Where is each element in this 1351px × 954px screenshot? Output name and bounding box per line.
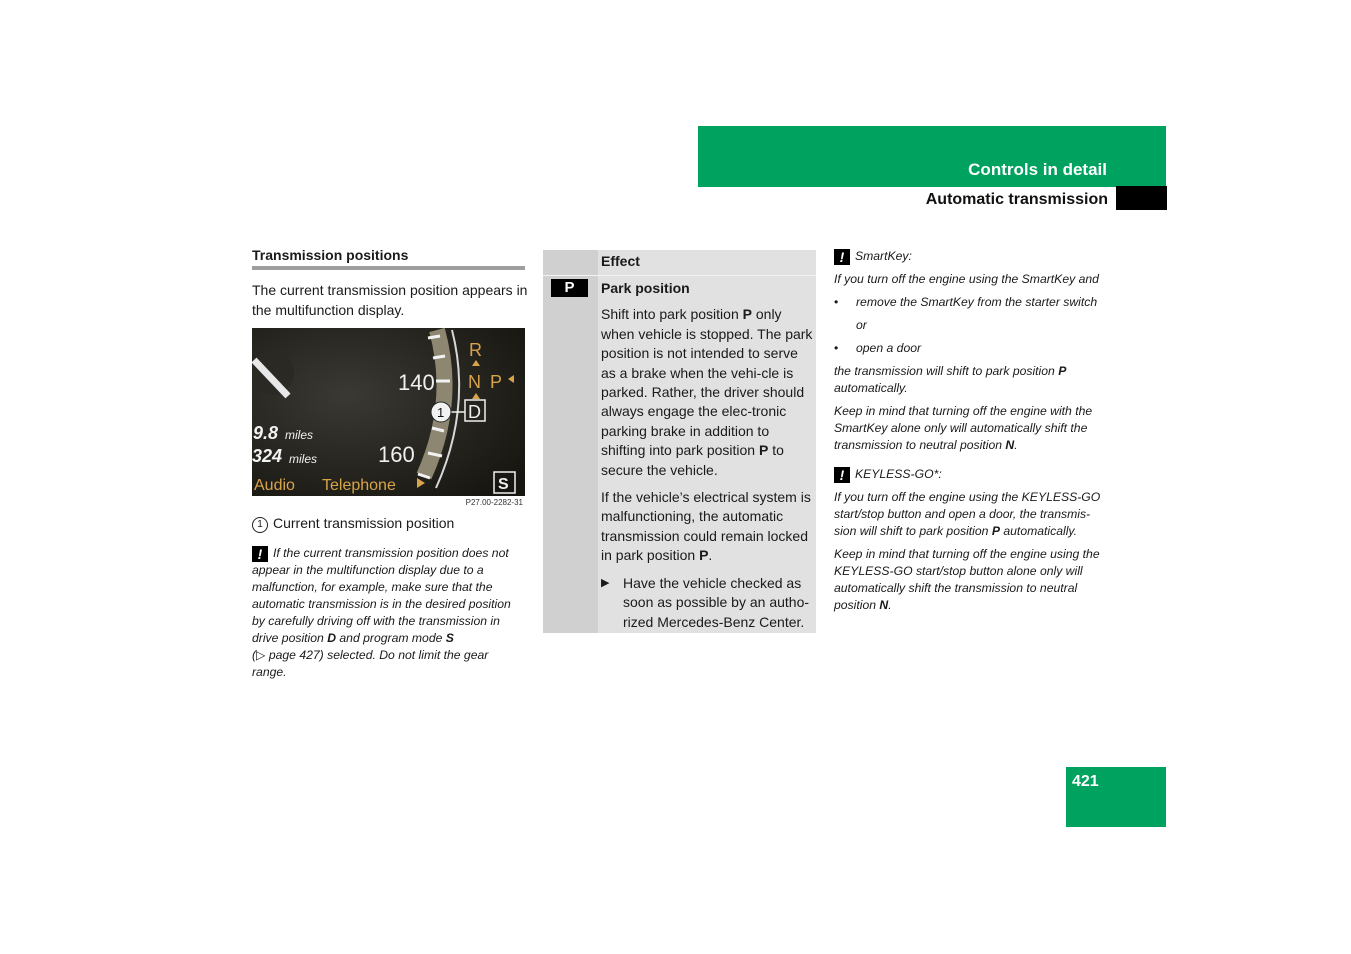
list-item: • remove the SmartKey from the starter switch <box>834 295 1098 309</box>
gear-d-label: D <box>468 402 481 422</box>
display-background <box>252 328 525 496</box>
subsection-title: Automatic transmission <box>925 191 1108 208</box>
warning-icon: ! <box>252 546 268 562</box>
park-action-item: ▶ Have the vehicle checked as soon as possible by an autho-rized Mercedes-Benz Center. <box>601 574 810 630</box>
smartkey-neutral-text: Keep in mind that turning off the engine with the SmartKey alone only will automatically shift the transmission to neutral position N. <box>834 404 1093 452</box>
intro-text: The current transmission position appears in the multifunction display. <box>252 282 528 318</box>
keyless-go-heading: ! KEYLESS-GO*: <box>834 466 1110 483</box>
gauge-hub <box>252 351 294 395</box>
mode-s-label: S <box>498 476 509 493</box>
callout-number: 1 <box>437 405 445 420</box>
caption-text: Current transmission position <box>273 515 455 531</box>
page-number: 421 <box>1072 773 1099 790</box>
or-text: or <box>856 318 867 332</box>
bullet-icon: • <box>834 295 839 309</box>
warning-icon: ! <box>834 249 850 265</box>
figure-caption <box>252 515 532 533</box>
gear-p-label: P <box>490 372 503 392</box>
smartkey-intro: If you turn off the engine using the SmartKey and <box>834 272 1099 286</box>
park-position-title: Park position <box>601 280 690 296</box>
right-notes <box>834 248 1110 620</box>
multifunction-display-image <box>252 328 525 496</box>
menu-audio-label: Audio <box>254 477 295 494</box>
header-band <box>698 126 1166 187</box>
list-item: • open a door <box>834 341 922 355</box>
park-paragraph-2: If the vehicle’s electrical system is malfunctioning, the automatic transmission could remain locked in park position P. <box>601 489 811 564</box>
park-paragraph-1: Shift into park position P only when vehicle is stopped. The park position is not intended to serve as a brake when the vehi-cle is parked. Rather, the driver should always engage the elec-tronic parking brake in addition to shifting into park position P to secure the vehicle. <box>601 306 813 478</box>
smartkey-heading: ! SmartKey: <box>834 248 1110 265</box>
smartkey-shift-text: the transmission will shift to park position P automatically. <box>834 364 1067 395</box>
odometer-2-value: 324 <box>252 446 283 466</box>
warning-icon: ! <box>834 467 850 483</box>
odometer-2-unit: miles <box>289 452 318 466</box>
effect-column-header: Effect <box>601 253 640 269</box>
action-arrow-icon: ▶ <box>601 576 610 589</box>
keyless-go-neutral-text: Keep in mind that turning off the engine using the KEYLESS-GO start/stop button alone only will automatically shift the transmission to neutral position N. <box>834 547 1100 612</box>
page-number-box <box>1066 767 1166 827</box>
image-code: P27.00-2282-31 <box>465 498 523 507</box>
gear-r-label: R <box>469 340 482 360</box>
bullet-icon: • <box>834 341 839 355</box>
speed-160-label: 160 <box>378 442 415 467</box>
section-title: Controls in detail <box>968 160 1107 179</box>
transmission-effect-table <box>543 250 816 633</box>
keyless-go-park-text: If you turn off the engine using the KEYLESS-GO start/stop button and open a door, the transmis-sion will shift to park position P automatically. <box>834 490 1101 538</box>
caption-number: 1 <box>252 517 268 533</box>
odometer-1-unit: miles <box>285 428 314 442</box>
malfunction-note: ! If the current transmission position does not appear in the multifunction display due to a malfunction, for example, make sure that the automatic transmission is in the desired position by carefully driving off with the transmission in drive position D and program mode S (▷ page 427) selected. Do not limit the gear range. <box>252 546 511 679</box>
header-marker <box>1116 186 1167 210</box>
position-column <box>543 250 598 633</box>
park-position-cell <box>601 279 815 640</box>
menu-telephone-label: Telephone <box>322 477 396 494</box>
park-position-badge: P <box>551 279 588 297</box>
odometer-1-value: 9.8 <box>253 423 279 443</box>
heading-rule <box>252 266 525 270</box>
transmission-positions-heading: Transmission positions <box>252 247 409 263</box>
display-graphic <box>252 328 525 496</box>
table-header-row <box>543 250 816 276</box>
speed-140-label: 140 <box>398 370 435 395</box>
gear-n-label: N <box>468 372 481 392</box>
